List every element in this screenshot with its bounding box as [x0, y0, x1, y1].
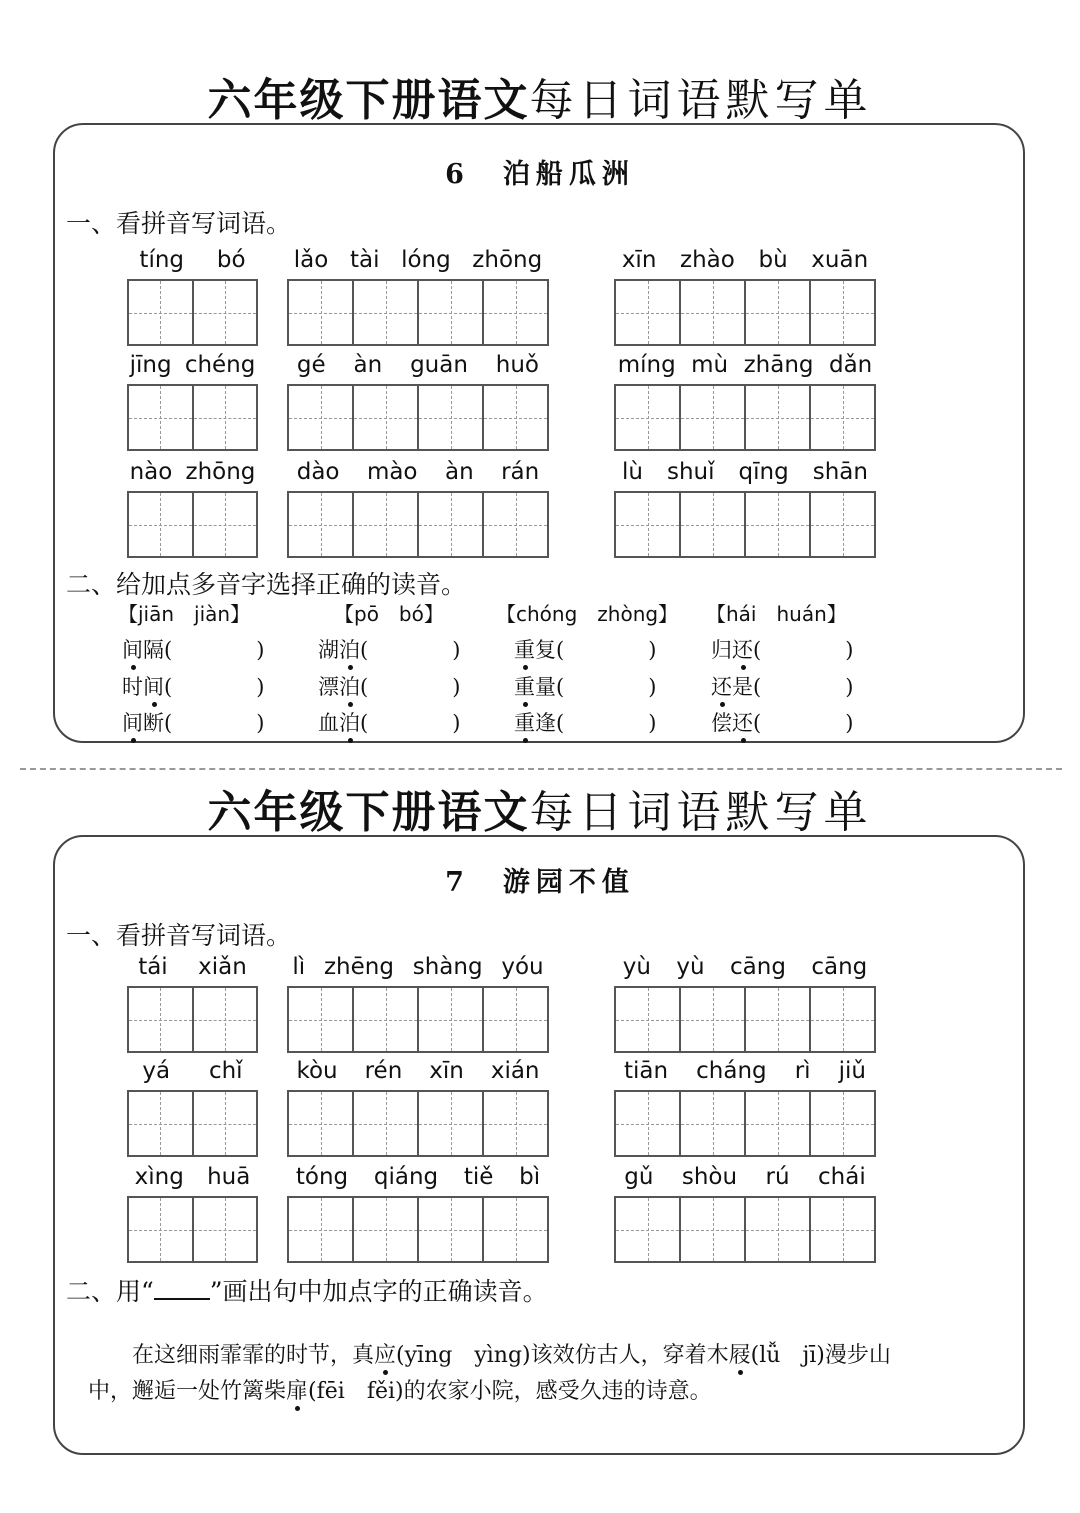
pinyin-label	[610, 245, 880, 275]
pinyin-label	[123, 245, 262, 275]
pinyin-syllable: xīn	[621, 247, 657, 273]
pinyin-syllable: xuān	[811, 247, 869, 273]
writing-cell[interactable]	[352, 1198, 417, 1261]
writing-cell[interactable]	[482, 281, 547, 344]
heading-part: 二、用“	[66, 1277, 154, 1306]
pinyin-syllable: yóu	[501, 954, 544, 980]
pinyin-syllable: xián	[490, 1058, 540, 1084]
reading-options: 【chóng zhòng】	[496, 602, 679, 626]
passage-text: (lǚ jī)漫步山	[750, 1343, 891, 1368]
pinyin-label	[610, 1056, 880, 1086]
polyphone-item[interactable]	[122, 671, 264, 701]
dotted-char: 重	[514, 634, 535, 664]
writing-cell[interactable]	[289, 1092, 352, 1155]
pinyin-label	[283, 457, 553, 487]
word-char: 漂	[318, 675, 339, 699]
word-char: 是	[732, 675, 753, 699]
writing-cell[interactable]	[809, 1092, 874, 1155]
pinyin-label	[283, 350, 553, 380]
answer-parentheses[interactable]: ( )	[360, 638, 461, 662]
writing-cell[interactable]	[352, 988, 417, 1051]
writing-cell[interactable]	[417, 1198, 482, 1261]
pinyin-syllable: qīng	[738, 459, 789, 485]
answer-parentheses[interactable]: ( )	[164, 675, 265, 699]
pinyin-syllable: rén	[364, 1058, 403, 1084]
passage-line-2	[88, 1374, 712, 1405]
dotted-char: 屐	[729, 1338, 751, 1369]
writing-cell[interactable]	[744, 493, 809, 556]
writing-cell[interactable]	[289, 281, 352, 344]
pinyin-syllable: àn	[353, 352, 383, 378]
polyphone-item[interactable]	[122, 634, 264, 664]
pinyin-label	[123, 1056, 262, 1086]
sheet2-section2-heading	[66, 1272, 548, 1308]
polyphone-item[interactable]	[318, 707, 460, 737]
pinyin-label	[283, 1162, 553, 1192]
answer-parentheses[interactable]: ( )	[556, 675, 657, 699]
pinyin-syllable: dǎn	[828, 352, 873, 378]
polyphone-item[interactable]	[711, 707, 853, 737]
word-char: 湖	[318, 638, 339, 662]
writing-cell[interactable]	[289, 1198, 352, 1261]
writing-cell[interactable]	[744, 1092, 809, 1155]
pinyin-syllable: lù	[622, 459, 643, 485]
pinyin-label	[123, 952, 262, 982]
writing-cell[interactable]	[129, 281, 192, 344]
passage-text: (fēi fěi)的农家小院，感受久违的诗意。	[308, 1379, 712, 1404]
pinyin-syllable: rán	[501, 459, 540, 485]
pinyin-syllable: yù	[622, 954, 651, 980]
writing-cell[interactable]	[289, 493, 352, 556]
writing-cell[interactable]	[482, 1092, 547, 1155]
writing-grid[interactable]	[287, 279, 549, 346]
polyphone-item[interactable]	[514, 671, 656, 701]
dotted-char: 还	[732, 634, 753, 664]
pinyin-syllable: xīn	[429, 1058, 464, 1084]
pinyin-syllable: qiáng	[373, 1164, 439, 1190]
answer-parentheses[interactable]: ( )	[556, 638, 657, 662]
polyphone-item[interactable]	[318, 671, 460, 701]
writing-cell[interactable]	[809, 1198, 874, 1261]
word-char: 逢	[535, 711, 556, 735]
writing-cell[interactable]	[192, 493, 257, 556]
writing-cell[interactable]	[744, 988, 809, 1051]
writing-cell[interactable]	[192, 988, 257, 1051]
answer-parentheses[interactable]: ( )	[164, 638, 265, 662]
writing-grid[interactable]	[614, 384, 876, 451]
pinyin-syllable: bó	[216, 247, 246, 273]
title-normal-part: 每日词语默写单	[529, 75, 873, 126]
answer-parentheses[interactable]: ( )	[164, 711, 265, 735]
pinyin-syllable: dào	[296, 459, 340, 485]
writing-cell[interactable]	[679, 281, 744, 344]
answer-parentheses[interactable]: ( )	[360, 711, 461, 735]
writing-grid[interactable]	[614, 491, 876, 558]
writing-cell[interactable]	[289, 988, 352, 1051]
writing-cell[interactable]	[352, 281, 417, 344]
writing-cell[interactable]	[679, 493, 744, 556]
writing-grid[interactable]	[614, 986, 876, 1053]
dotted-char: 泊	[339, 634, 360, 664]
pinyin-syllable: xìng	[134, 1164, 184, 1190]
writing-grid[interactable]	[614, 1196, 876, 1263]
reading-options: 【hái huán】	[706, 602, 847, 626]
passage-line-1	[132, 1338, 891, 1369]
writing-cell[interactable]	[744, 281, 809, 344]
pinyin-syllable: tiě	[463, 1164, 494, 1190]
writing-cell[interactable]	[482, 386, 547, 449]
cut-line	[20, 768, 1062, 770]
pinyin-syllable: cāng	[811, 954, 868, 980]
pinyin-syllable: zhāng	[743, 352, 814, 378]
writing-grid[interactable]	[287, 986, 549, 1053]
answer-parentheses[interactable]: ( )	[556, 711, 657, 735]
pinyin-syllable: chái	[818, 1164, 866, 1190]
writing-grid[interactable]	[127, 279, 258, 346]
pinyin-syllable: shàng	[412, 954, 483, 980]
pinyin-label	[610, 952, 880, 982]
pinyin-syllable: shān	[812, 459, 868, 485]
pinyin-syllable: míng	[617, 352, 676, 378]
passage-text: (yīng yìng)该效仿古人，穿着木	[396, 1343, 729, 1368]
dotted-char: 应	[374, 1338, 396, 1369]
answer-parentheses[interactable]: ( )	[360, 675, 461, 699]
word-char: 归	[711, 638, 732, 662]
pinyin-syllable: chéng	[184, 352, 256, 378]
writing-cell[interactable]	[192, 281, 257, 344]
title-normal-part: 每日词语默写单	[529, 787, 873, 838]
writing-cell[interactable]	[809, 386, 874, 449]
writing-cell[interactable]	[192, 1198, 257, 1261]
sheet2-section1-heading: 一、看拼音写词语。	[66, 921, 292, 950]
writing-cell[interactable]	[482, 493, 547, 556]
sheet2-lesson-title: 7 游园不值	[445, 867, 635, 898]
passage-text: 中，邂逅一处竹篱柴	[88, 1379, 287, 1404]
pinyin-syllable: jīng	[129, 352, 172, 378]
sheet2-title	[0, 776, 1080, 840]
writing-grid[interactable]	[127, 384, 258, 451]
pinyin-label	[123, 350, 262, 380]
writing-cell[interactable]	[417, 988, 482, 1051]
pinyin-syllable: chǐ	[208, 1058, 243, 1084]
pinyin-syllable: bù	[758, 247, 788, 273]
writing-cell[interactable]	[192, 386, 257, 449]
dotted-char: 泊	[339, 707, 360, 737]
writing-cell[interactable]	[616, 386, 679, 449]
pinyin-label	[283, 245, 553, 275]
word-char: 时	[122, 675, 143, 699]
polyphone-item[interactable]	[122, 707, 264, 737]
writing-grid[interactable]	[287, 1090, 549, 1157]
writing-cell[interactable]	[616, 1198, 679, 1261]
pinyin-syllable: tái	[138, 954, 168, 980]
writing-cell[interactable]	[352, 493, 417, 556]
pinyin-syllable: gǔ	[624, 1164, 654, 1190]
dotted-char: 间	[122, 707, 143, 737]
writing-cell[interactable]	[129, 493, 192, 556]
writing-cell[interactable]	[744, 386, 809, 449]
writing-cell[interactable]	[679, 386, 744, 449]
pinyin-label	[283, 1056, 553, 1086]
writing-cell[interactable]	[679, 1198, 744, 1261]
writing-cell[interactable]	[417, 493, 482, 556]
writing-cell[interactable]	[417, 1092, 482, 1155]
writing-cell[interactable]	[129, 1092, 192, 1155]
polyphone-item[interactable]	[514, 707, 656, 737]
writing-cell[interactable]	[352, 386, 417, 449]
writing-cell[interactable]	[809, 493, 874, 556]
writing-cell[interactable]	[679, 1092, 744, 1155]
pinyin-syllable: zhēng	[323, 954, 394, 980]
sheet1-lesson-title: 6 泊船瓜洲	[445, 159, 635, 190]
pinyin-syllable: huā	[207, 1164, 251, 1190]
sheet1-section1-heading: 一、看拼音写词语。	[66, 209, 292, 238]
pinyin-syllable: huǒ	[495, 352, 540, 378]
writing-cell[interactable]	[352, 1092, 417, 1155]
pinyin-syllable: nào	[129, 459, 173, 485]
pinyin-syllable: bì	[519, 1164, 541, 1190]
writing-cell[interactable]	[744, 1198, 809, 1261]
dotted-char: 重	[514, 671, 535, 701]
writing-cell[interactable]	[616, 493, 679, 556]
dotted-char: 扉	[286, 1374, 308, 1405]
pinyin-syllable: yá	[142, 1058, 171, 1084]
word-char: 断	[143, 711, 164, 735]
passage-text: 在这细雨霏霏的时节，真	[132, 1343, 375, 1368]
polyphone-item[interactable]	[711, 671, 853, 701]
dotted-char: 间	[122, 634, 143, 664]
pinyin-syllable: lǎo	[293, 247, 329, 273]
writing-cell[interactable]	[129, 386, 192, 449]
pinyin-syllable: lóng	[401, 247, 451, 273]
pinyin-syllable: kòu	[296, 1058, 338, 1084]
pinyin-syllable: tiān	[624, 1058, 669, 1084]
dotted-char: 间	[143, 671, 164, 701]
writing-cell[interactable]	[616, 988, 679, 1051]
writing-cell[interactable]	[809, 281, 874, 344]
pinyin-syllable: shòu	[681, 1164, 738, 1190]
sheet1-title	[0, 64, 1080, 128]
dotted-char: 还	[711, 671, 732, 701]
writing-grid[interactable]	[127, 491, 258, 558]
writing-cell[interactable]	[809, 988, 874, 1051]
writing-cell[interactable]	[616, 281, 679, 344]
sheet1-section2-heading: 二、给加点多音字选择正确的读音。	[66, 570, 467, 599]
pinyin-syllable: mào	[366, 459, 418, 485]
pinyin-syllable: zhōng	[185, 459, 256, 485]
writing-grid[interactable]	[614, 1090, 876, 1157]
pinyin-syllable: tíng	[139, 247, 185, 273]
writing-cell[interactable]	[482, 988, 547, 1051]
answer-parentheses[interactable]: ( )	[753, 638, 854, 662]
polyphone-item[interactable]	[711, 634, 853, 664]
pinyin-syllable: zhào	[680, 247, 735, 273]
dotted-char: 泊	[339, 671, 360, 701]
word-char: 血	[318, 711, 339, 735]
polyphone-item[interactable]	[514, 634, 656, 664]
pinyin-label	[283, 952, 553, 982]
pinyin-label	[123, 1162, 262, 1192]
title-bold-part: 六年级下册语文	[207, 787, 530, 838]
dotted-char: 重	[514, 707, 535, 737]
pinyin-label	[610, 350, 880, 380]
writing-grid[interactable]	[127, 1090, 258, 1157]
answer-parentheses[interactable]: ( )	[753, 711, 854, 735]
heading-part: ”画出句中加点字的正确读音。	[209, 1277, 548, 1306]
reading-options: 【jiān jiàn】	[118, 602, 251, 626]
pinyin-label	[610, 457, 880, 487]
pinyin-syllable: cháng	[696, 1058, 767, 1084]
writing-cell[interactable]	[129, 988, 192, 1051]
pinyin-syllable: cāng	[730, 954, 786, 980]
pinyin-syllable: rú	[765, 1164, 790, 1190]
writing-cell[interactable]	[289, 386, 352, 449]
reading-options: 【pō bó】	[334, 602, 444, 626]
writing-grid[interactable]	[127, 986, 258, 1053]
writing-grid[interactable]	[287, 384, 549, 451]
pinyin-syllable: jiǔ	[838, 1058, 866, 1084]
word-char: 复	[535, 638, 556, 662]
writing-grid[interactable]	[614, 279, 876, 346]
pinyin-syllable: guān	[410, 352, 468, 378]
word-char: 偿	[711, 711, 732, 735]
writing-cell[interactable]	[417, 281, 482, 344]
word-char: 隔	[143, 638, 164, 662]
pinyin-label	[610, 1162, 880, 1192]
dotted-char: 还	[732, 707, 753, 737]
answer-parentheses[interactable]: ( )	[753, 675, 854, 699]
pinyin-syllable: xiǎn	[198, 954, 247, 980]
writing-cell[interactable]	[192, 1092, 257, 1155]
pinyin-syllable: yù	[676, 954, 705, 980]
writing-cell[interactable]	[482, 1198, 547, 1261]
pinyin-syllable: tài	[349, 247, 380, 273]
writing-cell[interactable]	[129, 1198, 192, 1261]
title-bold-part: 六年级下册语文	[207, 75, 530, 126]
writing-grid[interactable]	[127, 1196, 258, 1263]
pinyin-label	[123, 457, 262, 487]
underline-blank	[154, 1278, 210, 1300]
writing-cell[interactable]	[417, 386, 482, 449]
polyphone-item[interactable]	[318, 634, 460, 664]
pinyin-syllable: àn	[444, 459, 474, 485]
pinyin-syllable: lì	[292, 954, 306, 980]
pinyin-syllable: tóng	[295, 1164, 349, 1190]
writing-cell[interactable]	[679, 988, 744, 1051]
pinyin-syllable: mù	[691, 352, 729, 378]
pinyin-syllable: zhōng	[472, 247, 543, 273]
word-char: 量	[535, 675, 556, 699]
pinyin-syllable: gé	[296, 352, 326, 378]
writing-grid[interactable]	[287, 491, 549, 558]
writing-cell[interactable]	[616, 1092, 679, 1155]
pinyin-syllable: shuǐ	[666, 459, 715, 485]
pinyin-syllable: rì	[794, 1058, 811, 1084]
writing-grid[interactable]	[287, 1196, 549, 1263]
